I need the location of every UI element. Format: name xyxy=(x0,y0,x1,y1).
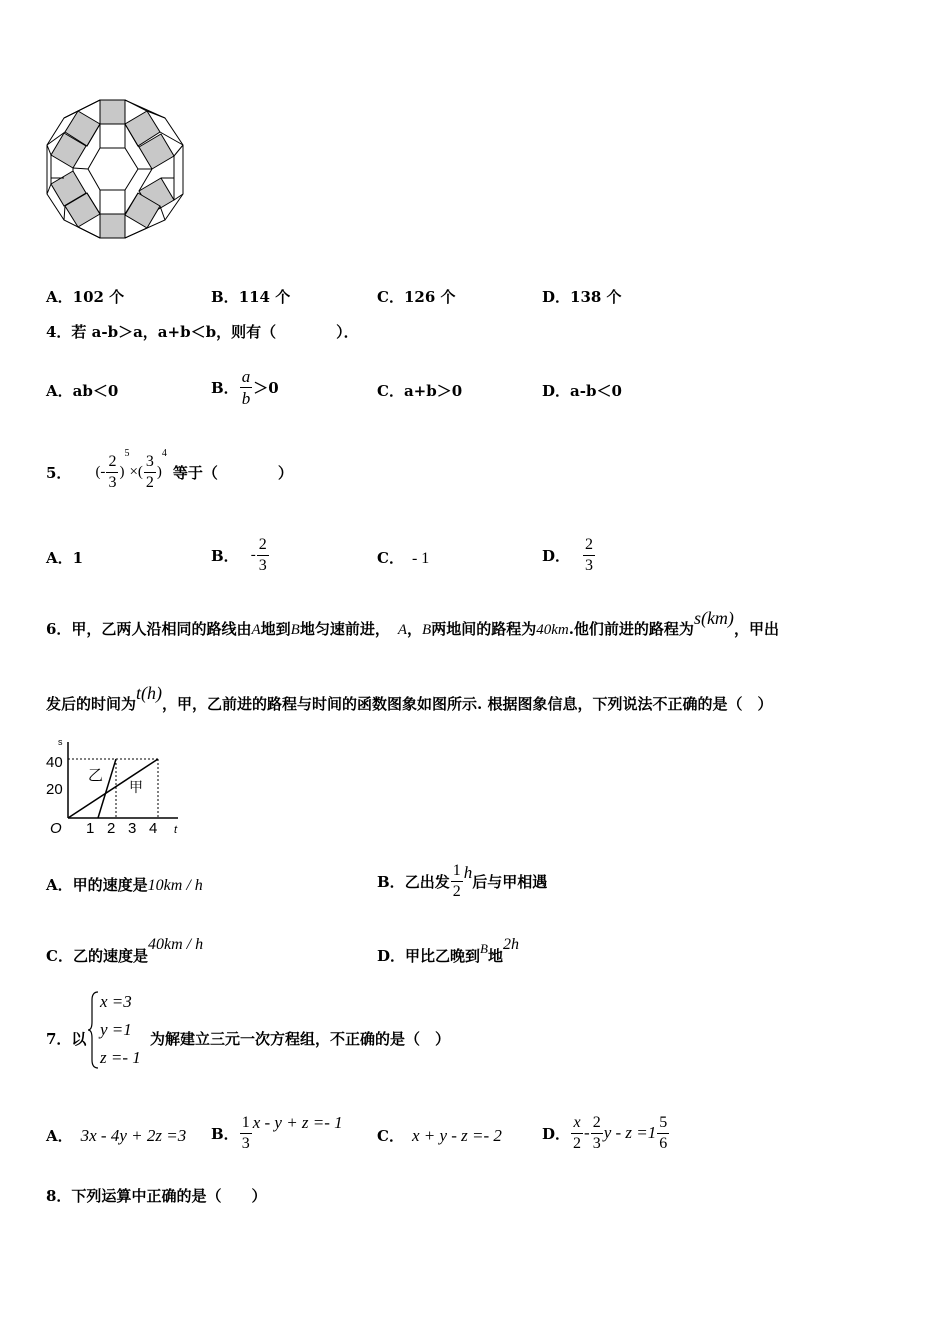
numerator: 2 xyxy=(108,452,117,470)
q8-stem: 8．下列运算中正确的是（ ） xyxy=(46,1187,267,1205)
option-text: 1 xyxy=(72,549,84,567)
q7-option-a[interactable] xyxy=(46,1125,186,1146)
option-text: ab＜0 xyxy=(72,382,119,400)
option-label: D． xyxy=(542,1124,571,1143)
q4-option-d[interactable] xyxy=(542,380,622,401)
fraction-half xyxy=(451,863,463,900)
math-times: ×( xyxy=(129,463,143,480)
q6-option-b[interactable] xyxy=(377,846,547,916)
q3-option-b[interactable] xyxy=(211,286,290,307)
q4-option-b[interactable] xyxy=(211,352,279,422)
x-tick-4: 4 xyxy=(149,820,158,837)
q6-option-c[interactable] xyxy=(46,936,204,966)
numerator: a xyxy=(241,366,251,386)
math-speed: 40km / h xyxy=(147,936,204,953)
fraction-a-over-b xyxy=(240,368,253,407)
q7-option-b[interactable] xyxy=(211,1098,343,1168)
y-tick-40: 40 xyxy=(46,754,63,771)
math-time: 2h xyxy=(503,936,519,953)
exponent: 5 xyxy=(124,448,130,459)
denominator: 2 xyxy=(452,882,461,900)
fraction xyxy=(257,537,269,574)
text: 6．甲，乙两人沿相同的路线由 xyxy=(46,620,252,638)
math-a: A xyxy=(251,622,261,638)
denominator: 3 xyxy=(592,1134,601,1152)
q7-equation-system xyxy=(88,990,148,1070)
numerator: 5 xyxy=(659,1113,668,1131)
minus-sign: - xyxy=(584,1123,590,1142)
denominator: b xyxy=(241,388,251,408)
option-label: D． xyxy=(542,288,571,306)
option-label: C． xyxy=(377,288,404,306)
q5-option-a[interactable] xyxy=(46,547,83,568)
label-jia: 甲 xyxy=(129,779,143,795)
option-label: D． xyxy=(542,546,571,565)
numerator: 2 xyxy=(592,1113,601,1131)
tiling-figure xyxy=(44,98,186,241)
text: 发后的时间为 xyxy=(46,695,137,713)
math-equation: x - y + z =- 1 xyxy=(252,1113,343,1132)
x-tick-2: 2 xyxy=(107,820,116,837)
minus-sign: - xyxy=(250,546,256,563)
q7-option-c[interactable] xyxy=(377,1125,502,1146)
option-text: a+b＞0 xyxy=(403,382,463,400)
text: 地到 xyxy=(260,620,291,638)
x-axis-label: t xyxy=(174,824,178,836)
gray-square xyxy=(100,100,125,124)
q4-option-c[interactable] xyxy=(377,380,462,401)
text: 两地间的路程为 xyxy=(431,620,537,638)
option-label: A． xyxy=(46,382,73,400)
option-text: 138 个 xyxy=(570,288,622,306)
fraction-2-over-3 xyxy=(591,1115,603,1152)
equation-y: y =1 xyxy=(100,1020,132,1039)
q5-option-b[interactable] xyxy=(211,518,270,592)
option-label: B． xyxy=(211,546,239,565)
math-equation: y - z =1 xyxy=(603,1123,657,1142)
math-speed: 10km / h xyxy=(147,877,203,894)
question-number: 5． xyxy=(46,463,72,482)
option-text: 后与甲相遇 xyxy=(472,872,548,891)
left-brace xyxy=(88,990,100,1070)
q3-option-d[interactable] xyxy=(542,286,622,307)
fraction-third xyxy=(240,1115,252,1152)
math-t: t xyxy=(136,683,142,703)
math-equation: x + y - z =- 2 xyxy=(411,1126,502,1145)
fraction-2-3 xyxy=(106,454,118,491)
option-text: 甲比乙晚到 xyxy=(405,947,481,965)
numerator: 1 xyxy=(241,1113,250,1131)
distance-time-graph xyxy=(44,735,194,840)
numerator: 3 xyxy=(145,452,154,470)
denominator: 2 xyxy=(573,1134,582,1152)
fraction-3-2 xyxy=(144,454,156,491)
option-text: - 1 xyxy=(411,550,430,567)
denominator: 3 xyxy=(258,556,267,574)
text: ，甲出 xyxy=(733,620,779,638)
q5-option-d[interactable] xyxy=(542,518,596,592)
option-text: 114 个 xyxy=(238,288,291,306)
math-unit: (km) xyxy=(700,608,734,628)
option-text: ＞0 xyxy=(253,378,279,397)
math-close: ) xyxy=(156,463,162,480)
math-unit: h xyxy=(463,863,473,882)
math-distance: 40km xyxy=(536,622,569,638)
option-label: B． xyxy=(211,288,239,306)
q5-option-c[interactable] xyxy=(377,547,429,568)
q4-option-a[interactable] xyxy=(46,380,118,401)
q6-line-2 xyxy=(46,683,773,714)
denominator: 3 xyxy=(585,556,594,574)
option-label: A． xyxy=(46,288,73,306)
q3-option-c[interactable] xyxy=(377,286,456,307)
q7-suffix: 为解建立三元一次方程组，不正确的是（ ） xyxy=(150,1030,451,1048)
q6-option-a[interactable] xyxy=(46,874,203,895)
option-text: 102 个 xyxy=(72,288,125,306)
math-unit: (h) xyxy=(141,683,163,703)
numerator: x xyxy=(573,1113,581,1131)
option-text: 地 xyxy=(487,947,503,965)
option-text: 甲的速度是 xyxy=(72,876,148,894)
option-label: C． xyxy=(377,549,404,567)
denominator: 3 xyxy=(108,473,117,491)
option-label: A． xyxy=(46,549,73,567)
equation-x: x =3 xyxy=(100,992,132,1011)
origin-label: O xyxy=(50,820,62,837)
question-suffix: 等于（ ） xyxy=(172,463,293,482)
option-label: A． xyxy=(46,876,73,894)
option-label: B． xyxy=(211,1124,239,1143)
text: ，甲，乙前进的路程与时间的函数图象如图所示. 根据图象信息，下列说法不正确的是（ ） xyxy=(162,695,773,713)
q7-option-d[interactable] xyxy=(542,1098,670,1168)
numerator: 1 xyxy=(452,861,461,879)
numerator: 2 xyxy=(585,535,594,553)
option-label: D． xyxy=(377,947,406,965)
math-b: B xyxy=(290,622,300,638)
option-label: B． xyxy=(211,378,239,397)
denominator: 3 xyxy=(241,1134,250,1152)
math-b: B xyxy=(422,622,432,638)
y-axis-label: s xyxy=(58,737,63,747)
option-label: A． xyxy=(46,1127,73,1145)
math-equation: 3x - 4y + 2z =3 xyxy=(80,1126,187,1145)
y-tick-20: 20 xyxy=(46,781,63,798)
gray-square xyxy=(100,214,125,238)
x-tick-1: 1 xyxy=(86,820,95,837)
fraction-x-over-2 xyxy=(571,1115,583,1152)
option-label: C． xyxy=(377,382,404,400)
option-label: C． xyxy=(377,1127,404,1145)
fraction xyxy=(583,537,595,574)
q7-number: 7．以 xyxy=(46,1030,87,1048)
math-b: B xyxy=(480,941,488,956)
q4-stem: 4．若 a-b＞a，a+b＜b，则有（ ）． xyxy=(46,323,359,341)
text: .他们前进的路程为 xyxy=(568,620,694,638)
denominator: 2 xyxy=(145,473,154,491)
denominator: 6 xyxy=(659,1134,668,1152)
q6-option-d[interactable] xyxy=(377,936,519,966)
option-label: C． xyxy=(46,947,73,965)
option-text: a-b＜0 xyxy=(570,382,622,400)
option-label: D． xyxy=(542,382,571,400)
text: ， xyxy=(407,620,423,638)
equation-z: z =- 1 xyxy=(100,1048,141,1067)
math-s: s xyxy=(693,608,701,628)
q3-option-a[interactable] xyxy=(46,286,124,307)
option-text: 乙出发 xyxy=(404,872,450,891)
q6-line-1 xyxy=(46,608,779,639)
math-open: (- xyxy=(95,463,106,480)
q5-stem: 5． (- $\frac{2}{3}$ ) 5 ×( $\frac{3}{2}$ ) 4 等于（ ） xyxy=(46,448,293,491)
label-yi: 乙 xyxy=(88,767,104,784)
math-a: A xyxy=(397,622,407,638)
exponent: 4 xyxy=(161,448,167,459)
numerator: 2 xyxy=(258,535,267,553)
option-text: 126 个 xyxy=(403,288,456,306)
option-text: 乙的速度是 xyxy=(72,947,148,965)
fraction-5-over-6 xyxy=(657,1115,669,1152)
x-tick-3: 3 xyxy=(128,820,137,837)
text: 地匀速前进， xyxy=(299,620,390,638)
option-label: B． xyxy=(377,872,405,891)
